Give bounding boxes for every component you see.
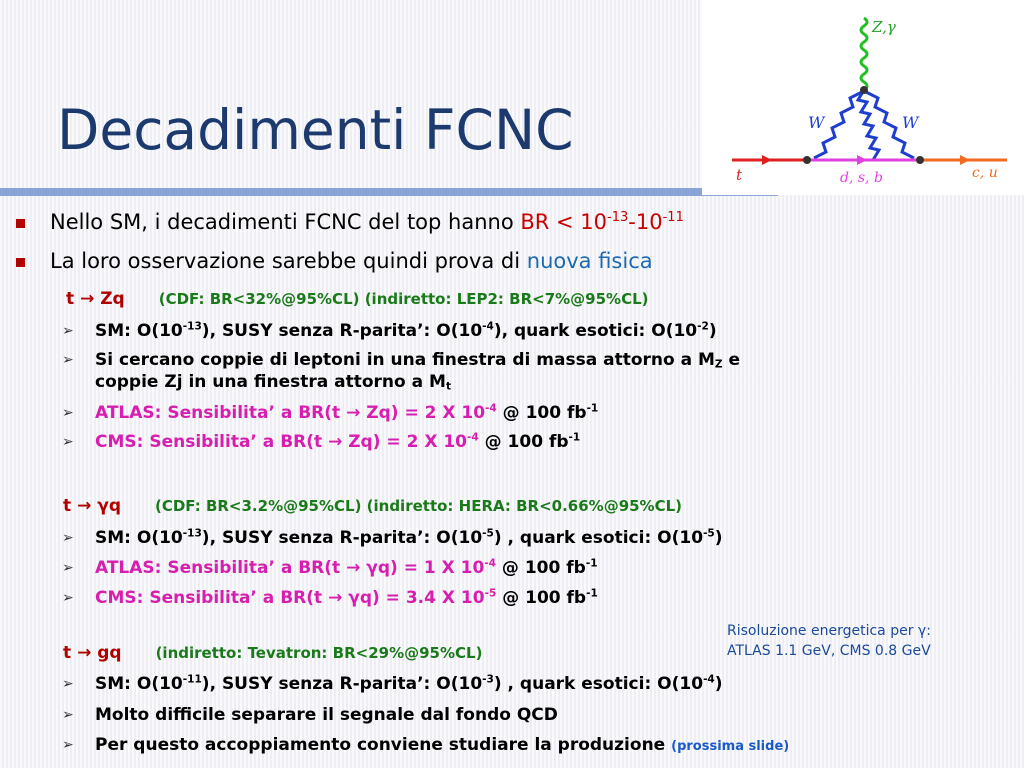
diagram-label-mid: d, s, b	[840, 170, 883, 186]
section-tgluq-heading: t → gq (indiretto: Tevatron: BR<29%@95%CL)	[63, 643, 483, 663]
tzq-line-cms: ➢ CMS: Sensibilita’ a BR(t → Zq) = 2 X $10^{-4}$ @ 100 $fb^{-1}$	[62, 431, 581, 452]
tgluq-line-sm: ➢ SM: $O(10^{-11})$, SUSY senza R-parita’: $O(10^{-3})$ , quark esotici: $O(10^{-4})$	[62, 673, 723, 694]
bullet-new-physics: La loro osservazione sarebbe quindi prova di nuova fisica	[50, 249, 653, 273]
diagram-label-top: Z,γ	[872, 18, 896, 36]
diagram-label-w-left: W	[808, 113, 825, 132]
title-rule	[0, 188, 778, 196]
slide-title: Decadimenti FCNC	[57, 98, 574, 162]
tzq-line-sm: ➢ SM: $O(10^{-13})$, SUSY senza R-parita’: $O(10^{-4})$, quark esotici: $O(10^{-2})$	[62, 320, 717, 341]
tgq-line-atlas: ➢ ATLAS: Sensibilita’ a BR(t → γq) = 1 X $10^{-4}$ @ 100 $fb^{-1}$	[62, 557, 598, 578]
section-tzq-heading: t → Zq (CDF: BR<32%@95%CL) (indiretto: LEP2: BR<7%@95%CL)	[66, 289, 649, 309]
tgq-line-sm: ➢ SM: $O(10^{-13})$, SUSY senza R-parita’: $O(10^{-5})$ , quark esotici: $O(10^{-5})$	[62, 527, 723, 548]
tzq-line-search: ➢ Si cercano coppie di leptoni in una finestra di massa attorno a $M_Z$ e	[62, 350, 741, 371]
tgq-line-cms: ➢ CMS: Sensibilita’ a BR(t → γq) = 3.4 X $10^{-5}$ @ 100 $fb^{-1}$	[62, 587, 598, 608]
diagram-label-out: c, u	[972, 165, 998, 181]
diagram-label-in: t	[736, 166, 743, 184]
tgluq-line-production: ➢ Per questo accoppiamento conviene studiare la produzione (prossima slide)	[62, 735, 790, 755]
tzq-line-atlas: ➢ ATLAS: Sensibilita’ a BR(t → Zq) = 2 X $10^{-4}$ @ 100 $fb^{-1}$	[62, 402, 599, 423]
diagram-label-w-right: W	[902, 113, 919, 132]
boson-line	[861, 18, 867, 90]
bullet-br: Nello SM, i decadimenti FCNC del top hanno BR < $10^{-13}-10^{-11}$	[50, 210, 684, 234]
bullet-marker	[16, 219, 25, 228]
bullet-marker	[16, 258, 25, 267]
tzq-line-search-cont: coppie Zj in una finestra attorno a $M_t$	[95, 372, 451, 393]
section-tgq-heading: t → γq (CDF: BR<3.2%@95%CL) (indiretto: HERA: BR<0.66%@95%CL)	[63, 496, 683, 516]
feynman-diagram	[702, 0, 1024, 195]
side-note: Risoluzione energetica per γ: ATLAS 1.1 GeV, CMS 0.8 GeV	[727, 623, 931, 659]
tgluq-line-qcd: ➢ Molto difficile separare il segnale dal fondo QCD	[62, 705, 558, 725]
